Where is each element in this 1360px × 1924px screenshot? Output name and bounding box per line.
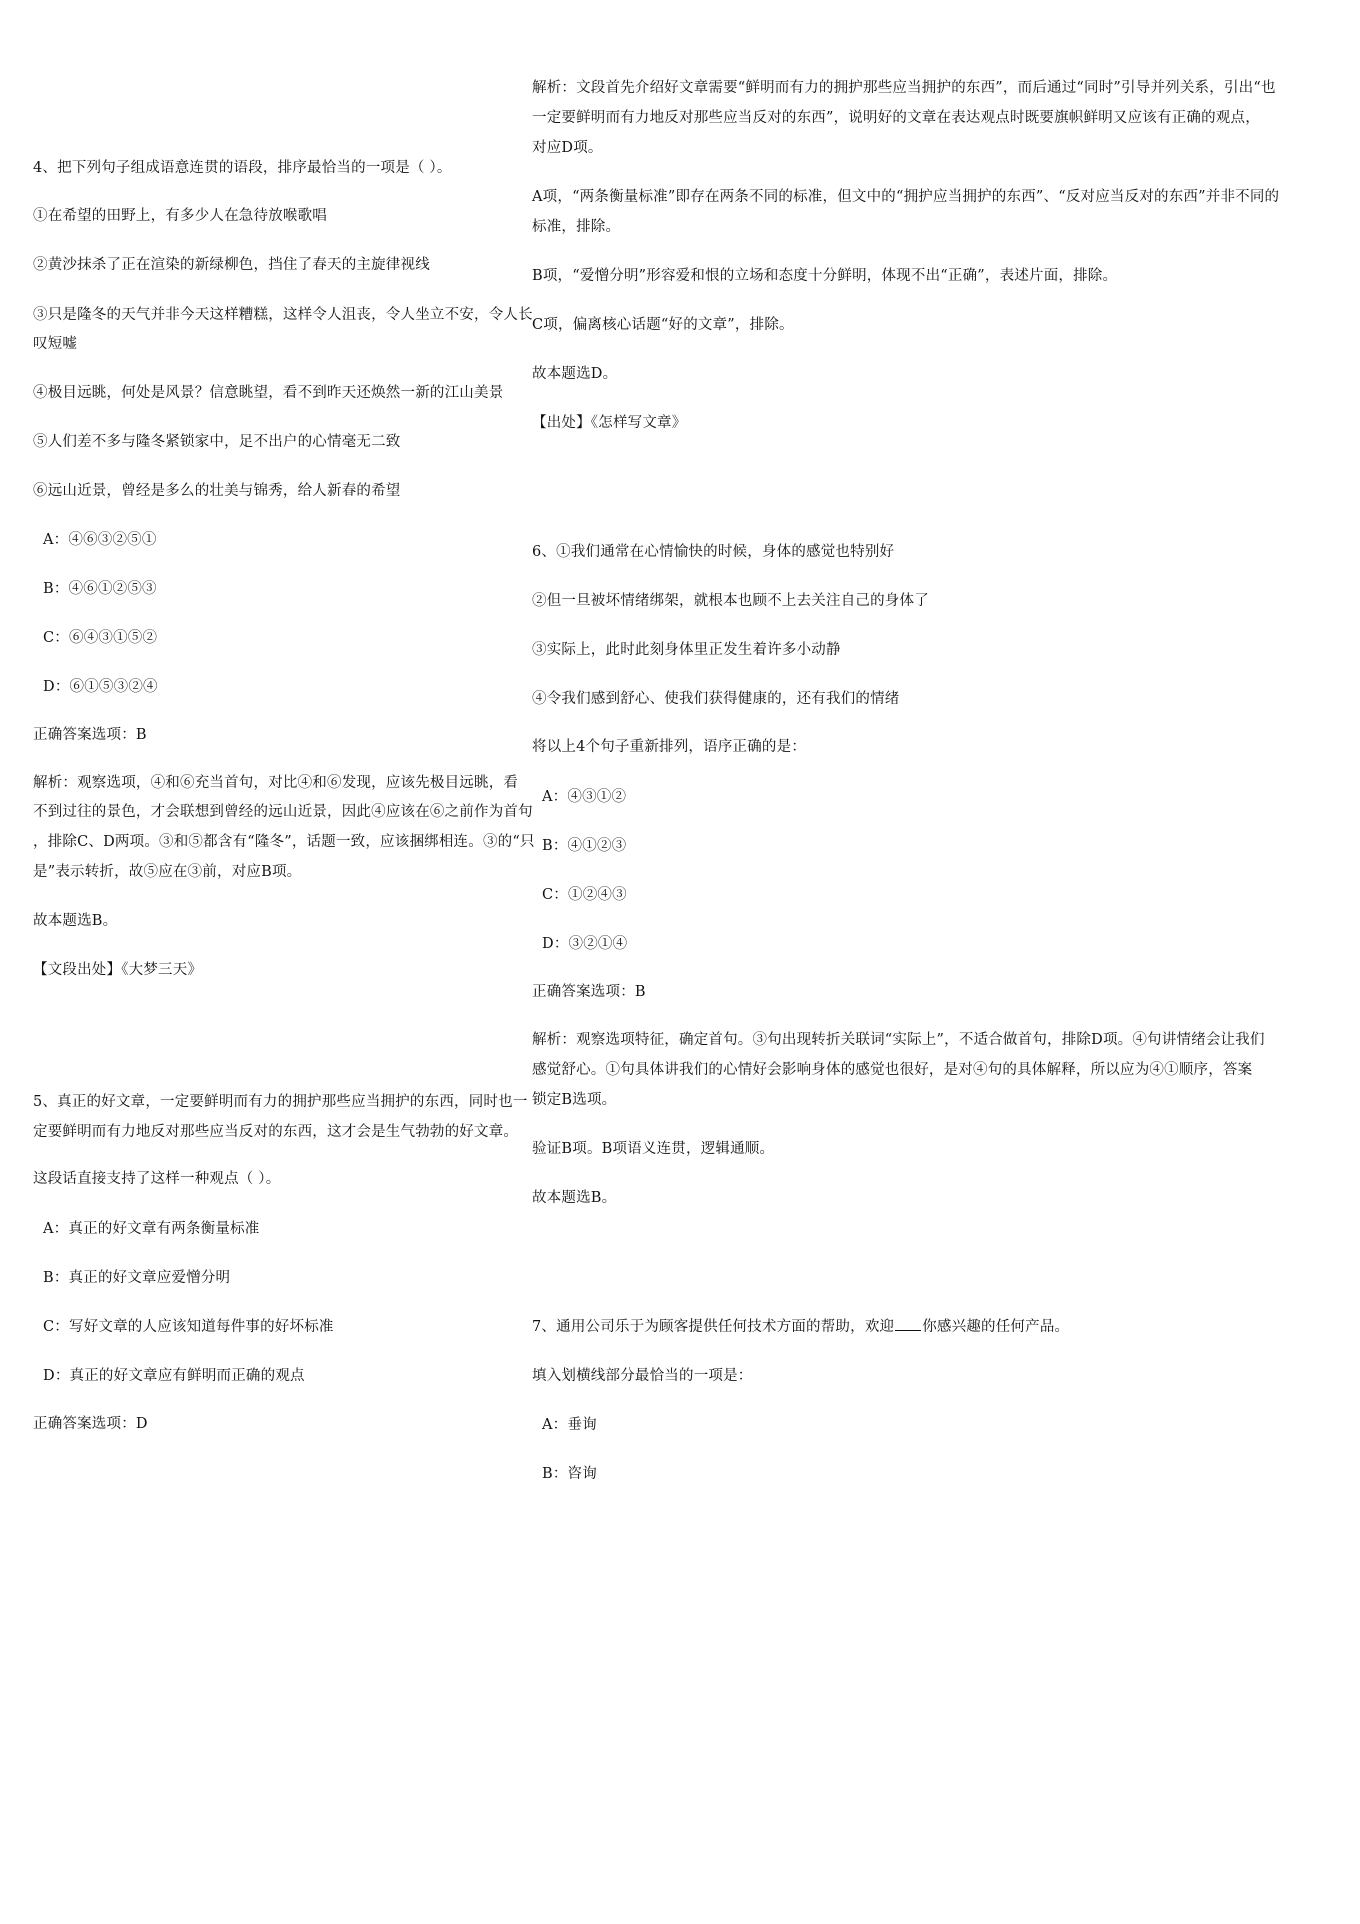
q6-option-a: A：④③①② xyxy=(542,789,627,805)
q5-note-c: C项，偏离核心话题“好的文章”，排除。 xyxy=(532,317,794,333)
q5-answer: 正确答案选项：D xyxy=(33,1416,148,1432)
q4-option-d: D：⑥①⑤③②④ xyxy=(43,679,158,695)
q4-analysis-line: 解析：观察选项，④和⑥充当首句，对比④和⑥发现，应该先极目远眺，看 xyxy=(33,775,519,791)
q5-analysis-line: 解析：文段首先介绍好文章需要“鲜明而有力的拥护那些应当拥护的东西”，而后通过“同时”引导并列关系，引出“也 xyxy=(532,80,1276,96)
q6-answer: 正确答案选项：B xyxy=(532,984,646,1000)
q6-sentence: ④令我们感到舒心、使我们获得健康的，还有我们的情绪 xyxy=(532,691,900,707)
q6-conclusion: 故本题选B。 xyxy=(532,1190,617,1206)
q4-stem: 4、把下列句子组成语意连贯的语段，排序最恰当的一项是（ ）。 xyxy=(33,160,452,176)
q5-analysis-line: 一定要鲜明而有力地反对那些应当反对的东西”，说明好的文章在表达观点时既要旗帜鲜明又应该有正确的观点， xyxy=(532,110,1260,126)
q5-analysis-line: 对应D项。 xyxy=(532,140,603,156)
q5-option-a: A：真正的好文章有两条衡量标准 xyxy=(43,1221,260,1237)
q5-stem-line: 5、真正的好文章，一定要鲜明而有力的拥护那些应当拥护的东西，同时也一 xyxy=(33,1094,528,1110)
q7-stem-after: 你感兴趣的任何产品。 xyxy=(922,1319,1070,1335)
q5-prompt: 这段话直接支持了这样一种观点（ ）。 xyxy=(33,1171,281,1187)
q6-option-c: C：①②④③ xyxy=(542,887,627,903)
q4-analysis-line: ，排除C、D两项。③和⑤都含有“隆冬”，话题一致，应该捆绑相连。③的“只 xyxy=(33,834,535,850)
q5-source: 【出处】《怎样写文章》 xyxy=(532,415,687,431)
q4-sentence: ⑤人们差不多与隆冬紧锁家中，足不出户的心情毫无二致 xyxy=(33,434,401,450)
q7-stem-before: 7、通用公司乐于为顾客提供任何技术方面的帮助，欢迎 xyxy=(532,1319,895,1335)
q7-prompt: 填入划横线部分最恰当的一项是： xyxy=(532,1368,753,1384)
q7-option-b: B：咨询 xyxy=(542,1466,597,1482)
q6-sentence: ③实际上，此时此刻身体里正发生着许多小动静 xyxy=(532,642,841,658)
q5-option-d: D：真正的好文章应有鲜明而正确的观点 xyxy=(43,1368,305,1384)
q4-sentence: ②黄沙抹杀了正在渲染的新绿柳色，挡住了春天的主旋律视线 xyxy=(33,257,430,273)
q6-sentence: 6、①我们通常在心情愉快的时候，身体的感觉也特别好 xyxy=(532,544,895,560)
q5-note-b: B项，“爱憎分明”形容爱和恨的立场和态度十分鲜明，体现不出“正确”，表述片面，排除。 xyxy=(532,268,1118,284)
q6-option-b: B：④①②③ xyxy=(542,838,627,854)
q6-analysis-line: 感觉舒心。①句具体讲我们的心情好会影响身体的感觉也很好，是对④句的具体解释，所以应为④①顺序，答案 xyxy=(532,1062,1253,1078)
q4-option-a: A：④⑥③②⑤① xyxy=(43,532,157,548)
q5-option-c: C：写好文章的人应该知道每件事的好坏标准 xyxy=(43,1319,334,1335)
q5-stem-line: 定要鲜明而有力地反对那些应当反对的东西，这才会是生气勃勃的好文章。 xyxy=(33,1124,519,1140)
q7-option-a: A：垂询 xyxy=(542,1417,597,1433)
q7-blank-line xyxy=(895,1318,921,1331)
q5-note-a: A项，“两条衡量标准”即存在两条不同的标准，但文中的“拥护应当拥护的东西”、“反对应当反对的东西”并非不同的 xyxy=(532,189,1280,205)
q6-option-d: D：③②①④ xyxy=(542,936,628,952)
q4-option-c: C：⑥④③①⑤② xyxy=(43,630,158,646)
q4-source: 【文段出处】《大梦三天》 xyxy=(33,962,203,978)
q4-conclusion: 故本题选B。 xyxy=(33,913,118,929)
q4-sentence: 叹短嘘 xyxy=(33,336,78,352)
q5-note-a: 标准，排除。 xyxy=(532,219,621,235)
q6-analysis-line: 解析：观察选项特征，确定首句。③句出现转折关联词“实际上”，不适合做首句，排除D项。④句讲情绪会让我们 xyxy=(532,1032,1265,1048)
q4-option-b: B：④⑥①②⑤③ xyxy=(43,581,157,597)
q6-prompt: 将以上4个句子重新排列，语序正确的是： xyxy=(532,739,807,755)
q5-conclusion: 故本题选D。 xyxy=(532,366,618,382)
q4-analysis-line: 是”表示转折，故⑤应在③前，对应B项。 xyxy=(33,864,302,880)
q4-sentence: ④极目远眺，何处是风景？信意眺望，看不到昨天还焕然一新的江山美景 xyxy=(33,385,504,401)
q5-option-b: B：真正的好文章应爱憎分明 xyxy=(43,1270,231,1286)
q6-verify: 验证B项。B项语义连贯，逻辑通顺。 xyxy=(532,1141,775,1157)
q4-sentence: ⑥远山近景，曾经是多么的壮美与锦秀，给人新春的希望 xyxy=(33,483,401,499)
q4-answer: 正确答案选项：B xyxy=(33,727,147,743)
q7-stem xyxy=(532,1315,1069,1339)
q4-analysis-line: 不到过往的景色，才会联想到曾经的远山近景，因此④应该在⑥之前作为首句 xyxy=(33,804,533,820)
q6-sentence: ②但一旦被坏情绪绑架，就根本也顾不上去关注自己的身体了 xyxy=(532,593,929,609)
q4-sentence: ③只是隆冬的天气并非今天这样糟糕，这样令人沮丧，令人坐立不安，令人长 xyxy=(33,307,533,323)
q4-sentence: ①在希望的田野上，有多少人在急待放喉歌唱 xyxy=(33,208,327,224)
q6-analysis-line: 锁定B选项。 xyxy=(532,1092,617,1108)
